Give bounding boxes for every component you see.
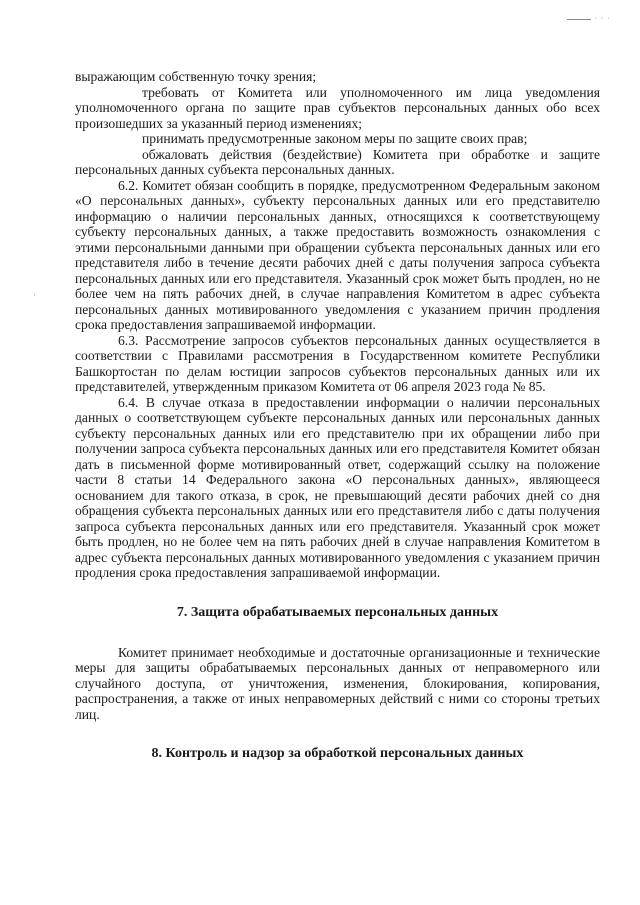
header-rule <box>567 19 591 20</box>
section-7-title: 7. Защита обрабатываемых персональных данных <box>176 604 499 620</box>
scan-speck: · <box>33 290 36 300</box>
paragraph-6-4: 6.4. В случае отказа в предоставлении информации о наличии персональных данных о соответствующем субъекте персональных данных или персональных данных субъекту персональных данных или его представителю при их обращении либо при получении запроса субъекта персональных данных или его представителя Комитет обязан дать в письменной форме мотивированный ответ, содержащий ссылку на положение части 8 статьи 14 Федерального закона «О персональных данных», являющееся основанием для такого отказа, в срок, не превышающий десяти рабочих дней со дня обращения субъекта персональных данных или его представителя либо с даты получения запроса субъекта персональных данных или его представителя. Указанный срок может быть продлен, но не более чем на пять рабочих дней в случае направления Комитетом в адрес субъекта персональных данных мотивированного уведомления с указанием причин продления срока предоставления запрашиваемой информации. <box>75 394 600 580</box>
paragraph-7: Комитет принимает необходимые и достаточные организационные и технические меры для защиты обрабатываемых персональных данных от неправомерного или случайного доступа, от уничтожения, изменения, блокирования, копирования, распространения, а также от иных неправомерных действий с ними со стороны третьих лиц. <box>75 644 600 722</box>
paragraph-rights-3: принимать предусмотренные законом меры по защите своих прав; <box>142 131 528 146</box>
section-8-title: 8. Контроль и надзор за обработкой персональных данных <box>151 746 524 761</box>
paragraph-6-3: 6.3. Рассмотрение запросов субъектов персональных данных осуществляется в соответствии с Правилами рассмотрения в Государственном комитете Республики Башкортостан по делам юстиции запросов субъектов персональных данных или их представителей, утвержденным приказом Комитета от 06 апреля 2023 года № 85. <box>75 332 600 394</box>
paragraph-rights-1: выражающим собственную точку зрения; <box>75 69 317 84</box>
document-body <box>75 69 600 762</box>
paragraph-rights-4: обжаловать действия (бездействие) Комитета при обработке и защите персональных данных субъекта персональных данных. <box>75 146 600 177</box>
paragraph-rights-2: требовать от Комитета или уполномоченного им лица уведомления уполномоченного органа по защите прав субъектов персональных данных обо всех произошедших за указанный период изменениях; <box>75 84 600 131</box>
header-mark: · · · <box>594 14 611 23</box>
paragraph-6-2: 6.2. Комитет обязан сообщить в порядке, предусмотренном Федеральным законом «О персональных данных», субъекту персональных данных или его представителю информацию о наличии персональных данных, относящихся к соответствующему субъекту персональных данных, а также предоставить возможность ознакомления с этими персональными данными при обращении субъекта персональных данных или его представителя либо в течение десяти рабочих дней с даты получения запроса субъекта персональных данных или его представителя. Указанный срок может быть продлен, но не более чем на пять рабочих дней, в случае направления Комитетом в адрес субъекта персональных данных мотивированного уведомления с указанием причин продления срока предоставления запрашиваемой информации. <box>75 177 600 332</box>
